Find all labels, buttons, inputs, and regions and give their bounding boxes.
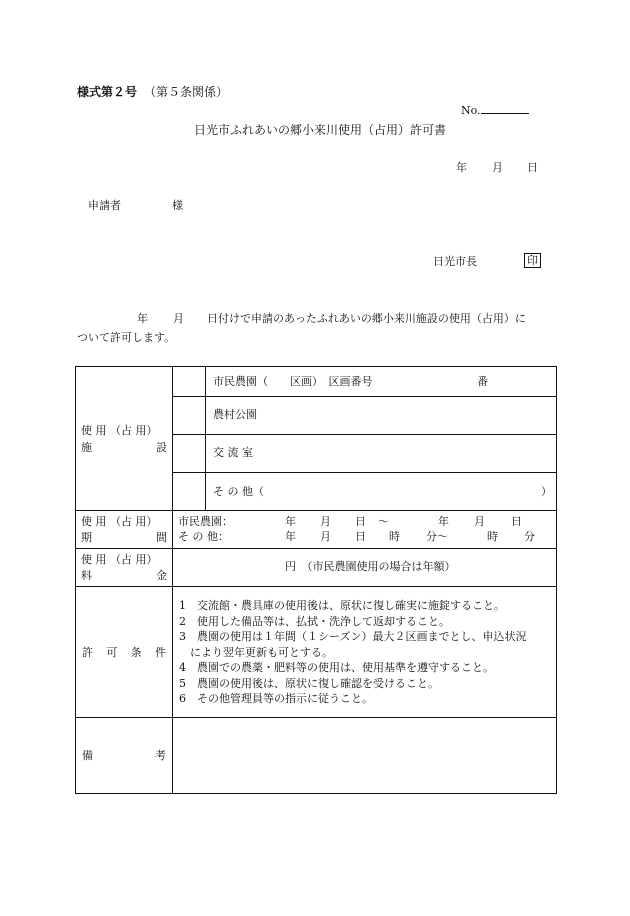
condition-item: 3 農園の使用は１年間（１シーズン）最大２区画までとし、申込状況 xyxy=(179,630,527,643)
condition-item: 4 農園での農薬・肥料等の使用は、使用基準を遵守すること。 xyxy=(179,661,494,674)
form-number: 様式第２号 xyxy=(77,85,138,99)
period-other-minute-to: 分 xyxy=(524,530,535,543)
facility-other: そ の 他（ xyxy=(213,485,264,498)
fee-text: 円 （市民農園使用の場合は年額） xyxy=(285,560,456,573)
facility-label: 使 用 （占 用） 施 設 xyxy=(81,424,167,454)
period-other-hour-to: 時 xyxy=(487,530,498,543)
period-farm-tilde: 〜 xyxy=(378,515,389,528)
date-month: 月 xyxy=(492,161,503,174)
facility-exchange-room: 交 流 室 xyxy=(213,446,253,459)
body-year: 年 xyxy=(137,312,148,325)
period-farm-label: 市民農園： xyxy=(178,515,233,528)
period-label: 使 用 （占 用） 期 間 xyxy=(81,515,167,544)
form-relation: （第５条関係） xyxy=(144,85,229,99)
seal-stamp: 印 xyxy=(524,253,541,268)
period-farm-to-year: 年 xyxy=(438,515,449,528)
fee-label: 使 用 （占 用） 料 金 xyxy=(81,553,167,582)
remarks-label: 備 考 xyxy=(82,749,166,762)
conditions-label: 許 可 条 件 xyxy=(82,646,166,659)
conditions-list xyxy=(179,598,551,707)
period-other-month: 月 xyxy=(320,530,331,543)
facility-farm-number-suffix: 番 xyxy=(477,375,488,388)
remarks-field[interactable] xyxy=(173,718,555,792)
number-label: No. xyxy=(461,104,529,116)
period-other-hour: 時 xyxy=(389,530,400,543)
period-other-year: 年 xyxy=(285,530,296,543)
facility-other-close: ） xyxy=(541,485,552,498)
body-line2: ついて許可します。 xyxy=(77,331,176,344)
period-other-minute-from: 分〜 xyxy=(426,530,448,543)
condition-item: 5 農園の使用後は、原状に復し確認を受けること。 xyxy=(179,676,439,690)
date-day: 日 xyxy=(527,161,538,174)
condition-item: により翌年更新も可とする。 xyxy=(179,645,333,659)
period-other-label: そ の 他： xyxy=(178,530,229,543)
condition-item: 2 使用した備品等は、払拭・洗浄して返却すること。 xyxy=(179,614,450,628)
condition-item: 1 交流館・農具庫の使用後は、原状に復し確実に施錠すること。 xyxy=(179,599,505,612)
body-line1: 日付けで申請のあったふれあいの郷小来川施設の使用（占用）に xyxy=(207,312,526,325)
applicant-label: 申請者 xyxy=(88,199,121,212)
document-title: 日光市ふれあいの郷小来川使用（占用）許可書 xyxy=(194,123,447,137)
period-farm-to-day: 日 xyxy=(511,515,522,528)
issuer: 日光市長 xyxy=(433,255,477,268)
facility-park: 農村公園 xyxy=(213,408,257,421)
period-farm-from-month: 月 xyxy=(320,515,331,528)
facility-farm: 市民農園（ 区画） 区画番号 xyxy=(213,375,373,388)
period-farm-from-day: 日 xyxy=(355,515,366,528)
period-other-day: 日 xyxy=(355,530,366,543)
period-farm-from-year: 年 xyxy=(285,515,296,528)
period-farm-to-month: 月 xyxy=(474,515,485,528)
date-year: 年 xyxy=(456,161,467,174)
body-month: 月 xyxy=(173,312,184,325)
applicant-honorific: 様 xyxy=(172,199,183,212)
condition-item: 6 その他管理員等の指示に従うこと。 xyxy=(179,692,373,705)
